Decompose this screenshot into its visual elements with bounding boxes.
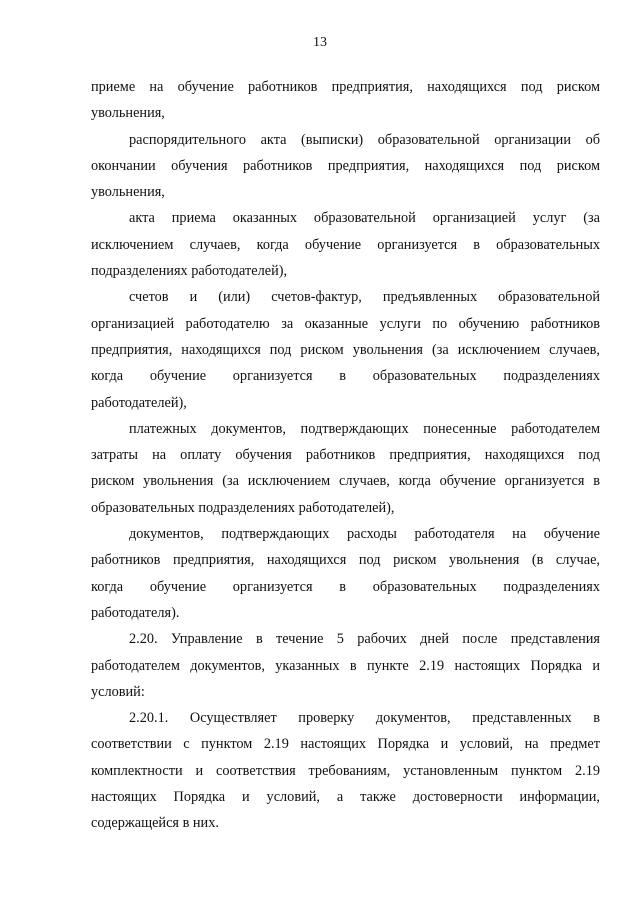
text-line: приеме на обучение работников предприятия, находящихся под риском <box>91 79 600 95</box>
text-line: содержащейся в них. <box>91 815 219 832</box>
text-line: настоящих Порядка и условий, а также достоверности информации, <box>91 789 600 806</box>
text-line: акта приема оказанных образовательной организацией услуг (за <box>129 210 600 227</box>
text-line: работников предприятия, находящихся под риском увольнения (в случае, <box>91 552 600 569</box>
text-line: увольнения, <box>91 184 165 201</box>
page-number: 13 <box>313 35 327 50</box>
text-line: окончании обучения работников предприятия, находящихся под риском <box>91 157 600 174</box>
paragraph <box>91 127 600 206</box>
text-line: работодателем документов, указанных в пункте 2.19 настоящих Порядка и <box>91 657 600 674</box>
text-line: организацией работодателю за оказанные услуги по обучению работников <box>91 315 600 332</box>
text-line: образовательных подразделениях работодателей), <box>91 499 395 516</box>
text-line: подразделениях работодателей), <box>91 263 288 280</box>
paragraph <box>91 205 600 284</box>
text-line: работодателя). <box>91 604 180 621</box>
text-line: предприятия, находящихся под риском увольнения (за исключением случаев, <box>91 341 600 358</box>
text-line: комплектности и соответствия требованиям, установленным пунктом 2.19 <box>91 762 600 779</box>
text-line: 2.20.1. Осуществляет проверку документов, представленных в <box>129 710 600 727</box>
paragraph <box>91 74 600 127</box>
text-line: документов, подтверждающих расходы работодателя на обучение <box>129 526 600 543</box>
text-line: затраты на оплату обучения работников предприятия, находящихся под <box>91 447 600 464</box>
text-line: условий: <box>91 683 145 700</box>
text-line: риском увольнения (за исключением случаев, когда обучение организуется в <box>91 473 600 490</box>
text-line: счетов и (или) счетов-фактур, предъявленных образовательной <box>129 289 600 306</box>
paragraph <box>91 626 600 705</box>
text-line: работодателей), <box>91 394 187 411</box>
paragraph <box>91 705 600 836</box>
text-line: соответствии с пунктом 2.19 настоящих Порядка и условий, на предмет <box>91 736 600 753</box>
text-line: распорядительного акта (выписки) образовательной организации об <box>129 131 600 148</box>
text-line: исключением случаев, когда обучение организуется в образовательных <box>91 236 600 253</box>
text-line: когда обучение организуется в образовательных подразделениях <box>91 368 600 385</box>
text-line: когда обучение организуется в образовательных подразделениях <box>91 578 600 595</box>
paragraph <box>91 416 600 521</box>
paragraph <box>91 521 600 626</box>
document-body <box>91 74 600 837</box>
text-line: платежных документов, подтверждающих понесенные работодателем <box>129 420 600 437</box>
text-line: увольнения, <box>91 105 165 122</box>
text-line: 2.20. Управление в течение 5 рабочих дней после представления <box>129 631 600 648</box>
paragraph <box>91 284 600 415</box>
